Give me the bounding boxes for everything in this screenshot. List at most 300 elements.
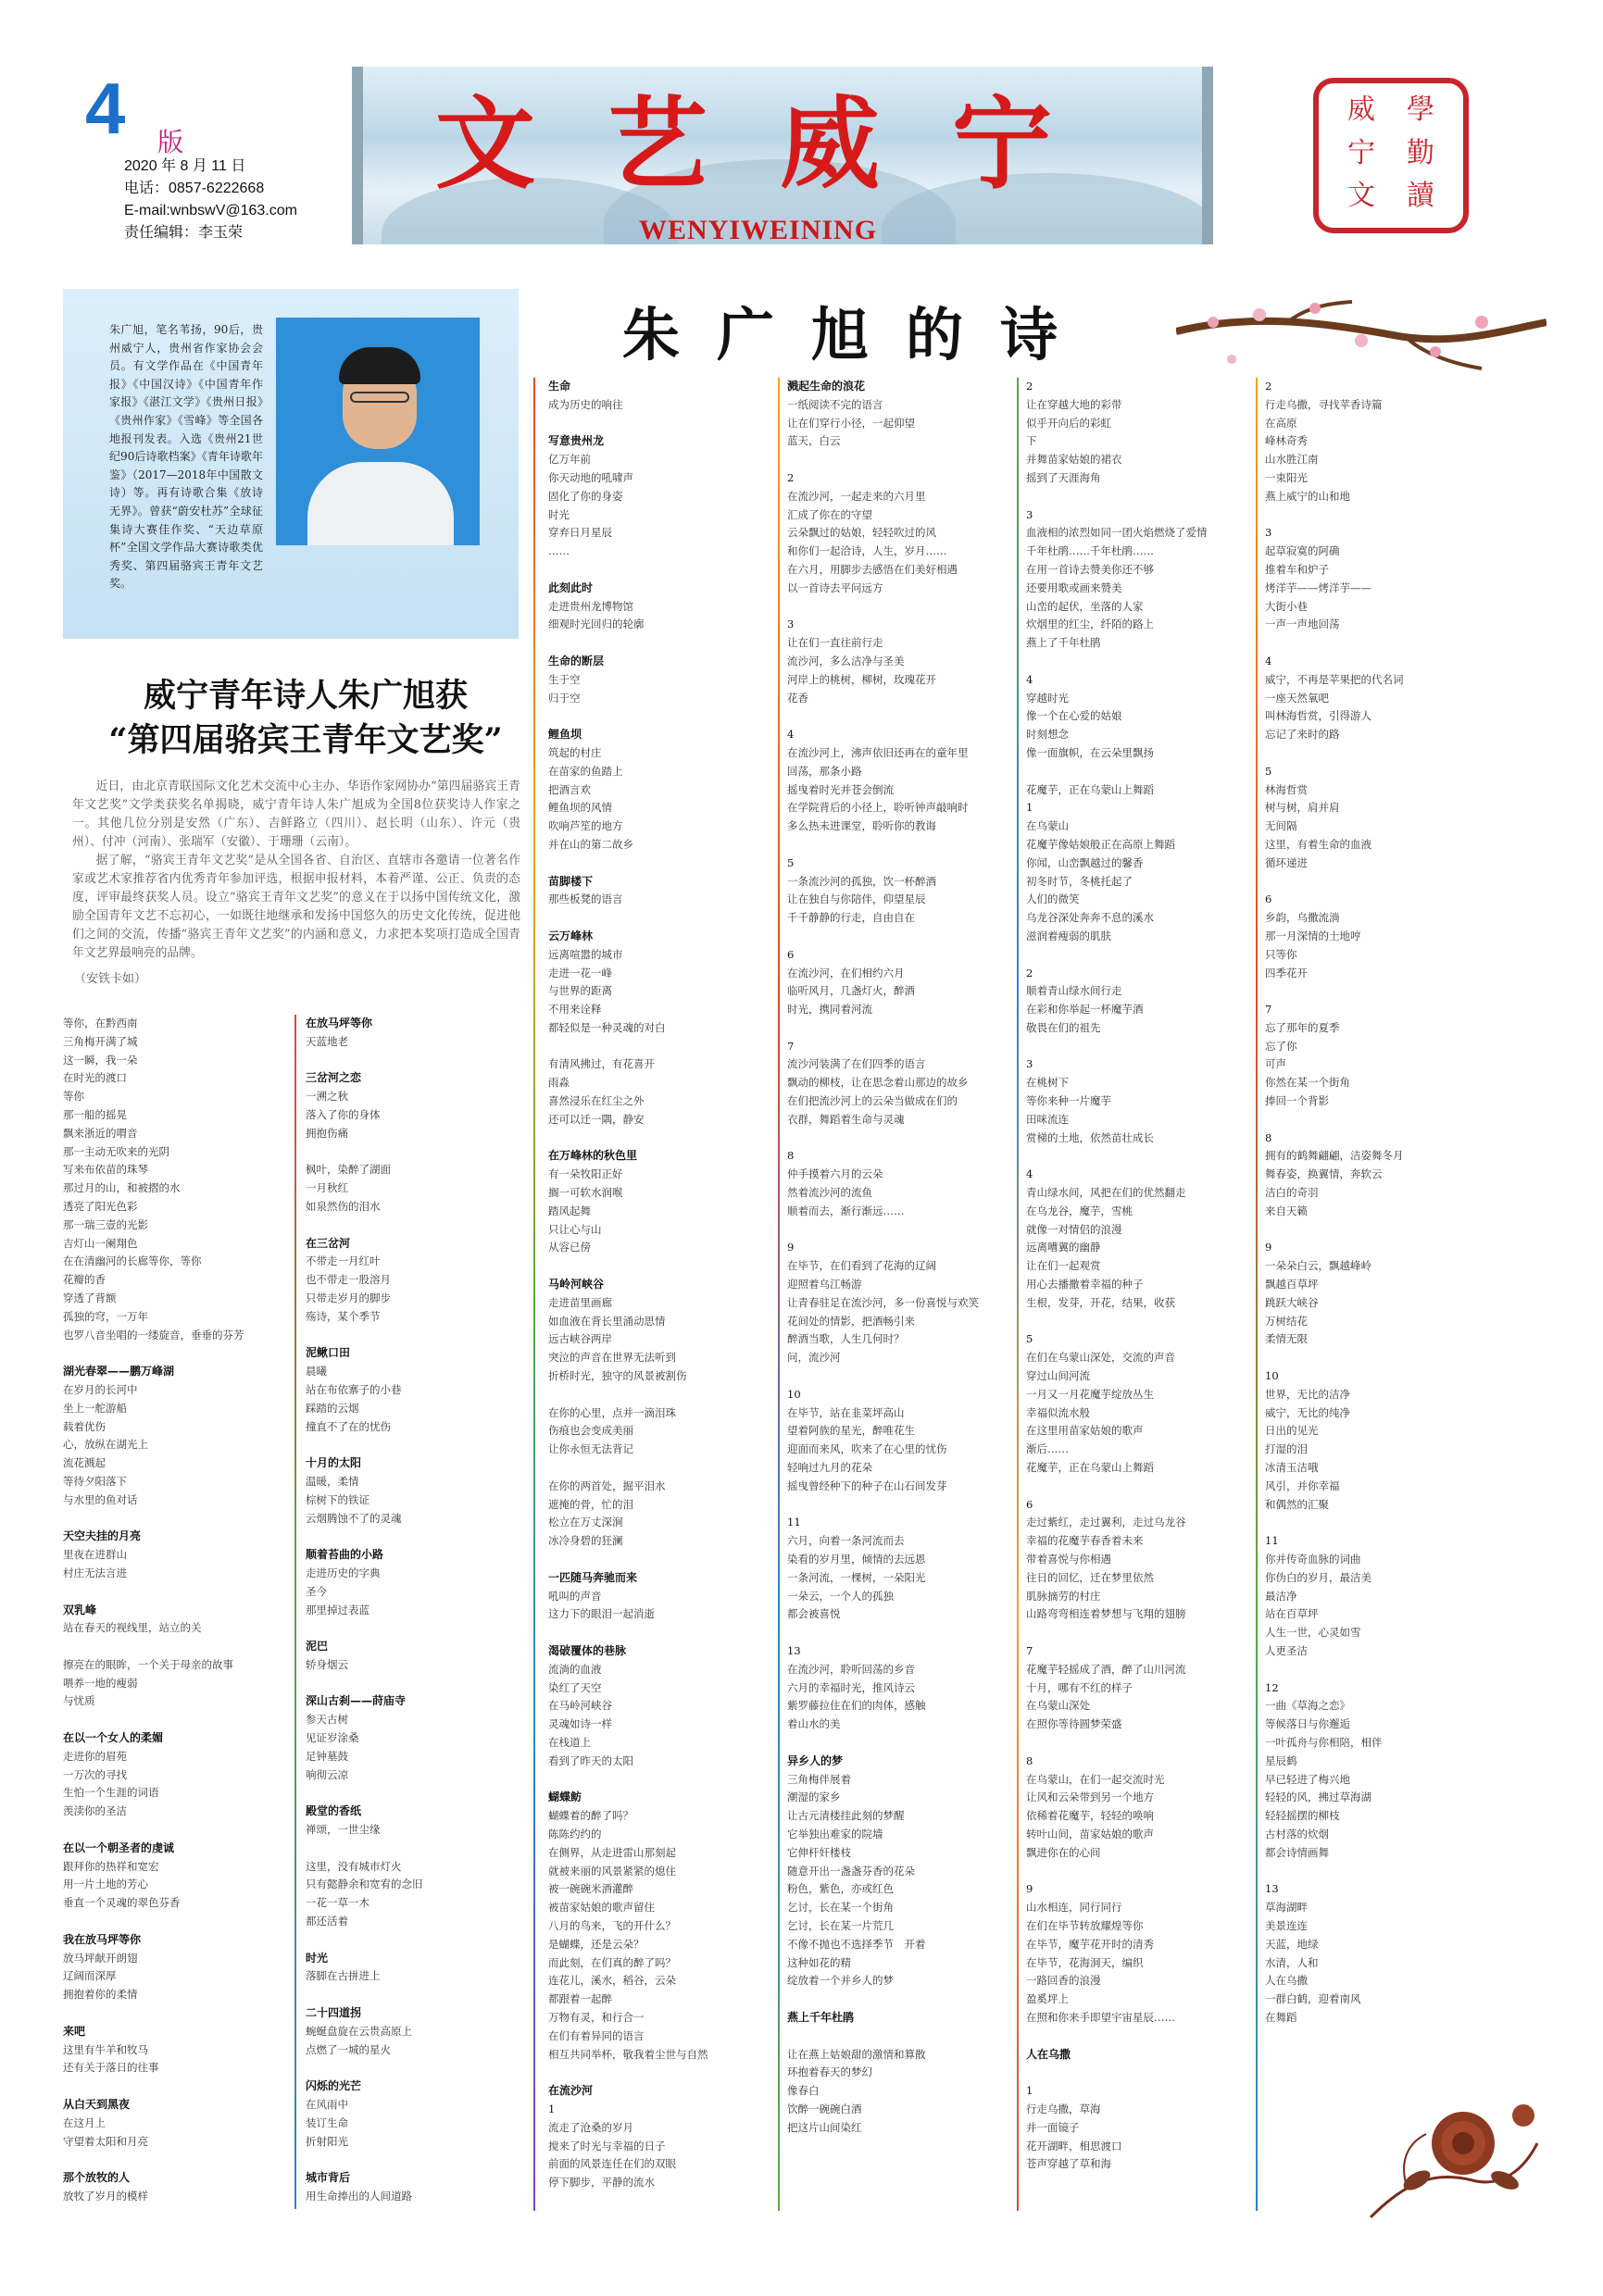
author-photo	[276, 318, 480, 545]
poem-line: 3	[1265, 526, 1272, 540]
poem-line: 深山古刹——莳庙寺	[306, 1694, 407, 1708]
poem-line: 肌脉摘劳的村庄	[1026, 1589, 1101, 1603]
poem-line: 冰清玉洁哦	[1265, 1461, 1319, 1475]
poem-column-1	[63, 1015, 287, 2209]
poem-line: 拥有的鹤舞翩翩，洁姿舞冬月	[1265, 1149, 1404, 1163]
poem-line: 吹响芦笙的地方	[548, 819, 623, 833]
poem-line: 枫叶，染醉了湖面	[306, 1163, 391, 1177]
poem-line: 推着车和炉子	[1265, 562, 1329, 576]
plum-branch-illustration	[1176, 294, 1547, 378]
poem-line: 迎面而来风，吹来了在心里的忧伤	[787, 1442, 947, 1456]
poem-line	[306, 1619, 530, 1638]
poem-line: 把酒言欢	[548, 782, 591, 796]
poem-line: 心，放纵在湖光上	[63, 1438, 148, 1452]
seal-char: 文	[1347, 180, 1375, 213]
poem-line: 渴破覆体的巷脉	[548, 1643, 627, 1657]
poem-line: 等你来种一片魔芋	[1026, 1094, 1111, 1108]
poem-line	[1265, 1111, 1489, 1129]
poem-line	[1026, 1147, 1250, 1166]
poem-line	[63, 1913, 287, 1931]
poem-line: 等待夕阳落下	[63, 1474, 127, 1488]
poem-line: 初冬时节，冬桃托起了	[1026, 874, 1133, 888]
poem-line: 我在放马坪等你	[63, 1932, 142, 1946]
poem-line: 这一瞬，我一朵	[63, 1053, 138, 1067]
poem-line: 下	[1026, 434, 1037, 448]
poem-line: 在流沙河，聆听回荡的乡音	[787, 1662, 915, 1676]
poem-line: 轿身烟云	[306, 1657, 348, 1671]
poem-line: 一路回香的浪漫	[1026, 1974, 1101, 1988]
poem-line: 忘记了来时的路	[1265, 728, 1340, 742]
poem-line: 穿过山间河流	[1026, 1369, 1090, 1383]
poem-line: 花开湖畔，相思渡口	[1026, 2139, 1122, 2152]
poem-line: 湖光春翠——鹏万峰湖	[63, 1365, 175, 1379]
column-divider	[778, 378, 780, 2211]
poem-line	[548, 707, 772, 726]
poem-line: 鲤鱼坝的风情	[548, 801, 612, 815]
poem-line: 12	[1265, 1680, 1279, 1694]
poem-line: 威宁，不再是苹果把的代名词	[1265, 672, 1404, 686]
poem-line	[63, 1711, 287, 1729]
poem-line: 前面的风景连任在们的双眼	[548, 2157, 676, 2171]
poem-line	[787, 1734, 1011, 1753]
poem-line: 是蝴蝶，还是云朵？	[548, 1937, 645, 1951]
poem-line: 在学院背后的小径上，聆听钟声敲响时	[787, 801, 969, 815]
poem-line: 让你永恒无法背记	[548, 1442, 633, 1456]
poem-line	[306, 1986, 530, 2004]
poem-line: 十月的太阳	[306, 1456, 362, 1470]
issue-email: E-mail:wnbswV@163.com	[124, 203, 297, 218]
poem-line: 大街小巷	[1265, 599, 1308, 613]
poem-line: 在毕节，魔芋花开时的清秀	[1026, 1937, 1154, 1951]
poem-line: 泥鳅口田	[306, 1346, 351, 1360]
poem-line: 5	[1265, 764, 1272, 778]
poem-line: 蝴蝶着的醉了吗？	[548, 1809, 633, 1823]
poem-line: 乞讨，长在某一片荒几	[787, 1918, 894, 1932]
poem-line: 燕上威宁的山和地	[1265, 489, 1350, 503]
poem-line: 三角梅开满了城	[63, 1034, 138, 1048]
poem-line	[1026, 488, 1250, 506]
poem-line	[63, 1821, 287, 1840]
poem-line: 只带走岁月的脚步	[306, 1291, 391, 1304]
poem-line: 一声一声地回荡	[1265, 618, 1340, 631]
poem-line: 和偶然的汇聚	[1265, 1497, 1329, 1511]
poem-line: 山峦的起伏，坐落的人家	[1026, 599, 1144, 613]
poem-line: 用生命捧出的人间道路	[306, 2190, 412, 2202]
poem-line: 千千静静的行走，自由自在	[787, 911, 915, 925]
poem-line: 你天动地的吼啸声	[548, 470, 633, 484]
poem-line: 跟拜你的热祥和宽宏	[63, 1859, 159, 1873]
poem-line: 风引，并你幸福	[1265, 1479, 1340, 1492]
poem-line: 千年杜鹃……千年杜鹃……	[1026, 544, 1154, 558]
poem-line	[548, 561, 772, 580]
poem-line: 花香	[787, 691, 808, 705]
poem-line: 在乌龙谷，魔芋，雪桃	[1026, 1204, 1133, 1217]
poem-line	[1026, 1313, 1250, 1331]
poem-line: 渐后……	[1026, 1442, 1069, 1456]
poem-line: 流花溅起	[63, 1456, 106, 1470]
news-paragraph: 近日，由北京青联国际文化艺术交流中心主办、华语作家网协办“第四届骆宾王青年文艺奖”文学类获奖名单揭晓，威宁青年诗人朱广旭成为全国8位获奖诗人作家之一。其他几位分别是安然（广东）、吉鲜路立（四川）、赵长明（山东）、许元（贵州）、付冲（河南）、张瑞军（安徽）、于珊珊（云南）。	[72, 780, 520, 849]
poem-line: 燕上了千年杜鹃	[1026, 636, 1101, 650]
poem-line: 这里有牛羊和牧马	[63, 2042, 148, 2056]
poem-line: 走进苗里画廊	[548, 1295, 612, 1309]
poem-line: 循环递进	[1265, 855, 1308, 869]
poem-line	[1026, 1038, 1250, 1056]
poem-line	[787, 451, 1011, 469]
poem-line: 燕上千年杜鹃	[787, 2010, 855, 2024]
poem-line: 染看的岁月里，倾情的去远恩	[787, 1553, 926, 1566]
poem-line: 人生一世，心灵如雪	[1265, 1626, 1361, 1640]
poem-line	[1265, 634, 1489, 653]
poem-line: 7	[787, 1039, 795, 1053]
poem-line	[1265, 1514, 1489, 1532]
poem-line	[1265, 1349, 1489, 1367]
poem-line: 早已轻进了梅兴地	[1265, 1772, 1350, 1786]
poem-line: 遮掩的骨，忙的泪	[548, 1497, 633, 1511]
poem-line: 11	[1265, 1534, 1279, 1548]
poem-line: 来自天籁	[1265, 1204, 1308, 1217]
poem-line: 走进贵州龙博物馆	[548, 599, 633, 613]
poem-line: 也不带走一股溶月	[306, 1273, 391, 1287]
poem-line: 望着阿族的星光，醉唯花生	[787, 1424, 915, 1438]
poem-line	[63, 1344, 287, 1363]
poem-line: 8	[787, 1149, 795, 1163]
column-divider	[1256, 378, 1258, 2211]
poem-line: 粉色，紫色，亦或红色	[787, 1882, 894, 1896]
poem-line: 带着喜悦与你相遇	[1026, 1553, 1111, 1566]
poem-column-5	[1026, 378, 1250, 2211]
poem-line: 顺着苔曲的小路	[306, 1548, 384, 1562]
poem-line: 四季花开	[1265, 966, 1308, 980]
poem-line: 一朵云，一个人的孤独	[787, 1589, 894, 1603]
poem-line: 忘了你	[1265, 1039, 1297, 1053]
poem-line: 走进你的眉苑	[63, 1749, 127, 1763]
page-suffix: 版	[157, 127, 184, 157]
poem-line: 时光，携同着河流	[787, 1003, 872, 1017]
poem-line: 它举独出难家的院墙	[787, 1827, 883, 1841]
poem-line: 那里掉过表蓝	[306, 1603, 369, 1616]
poem-line: 紫罗藤拉住在们的肉体，感触	[787, 1699, 926, 1713]
poem-line: 三角梅伴展着	[787, 1772, 851, 1786]
poem-line: 与忧质	[63, 1694, 95, 1708]
poem-line: 敬畏在们的祖先	[1026, 1020, 1101, 1034]
poem-line: 雨淼	[548, 1076, 570, 1090]
poem-line: 绽放着一个并乡人的梦	[787, 1974, 894, 1988]
poem-line: 透亮了阳光色彩	[63, 1199, 138, 1213]
poem-line: 守望着太阳和月亮	[63, 2134, 148, 2148]
poem-line: 13	[1265, 1882, 1279, 1896]
poem-line: 在以一个朝圣者的虔诚	[63, 1841, 175, 1854]
poem-line: 冰冷身碧的狂澜	[548, 1534, 623, 1548]
poem-line: 写意贵州龙	[548, 434, 605, 448]
poem-line: 把这片山间染红	[787, 2120, 862, 2134]
poem-line: 花间处的情影，把酒畅引来	[787, 1314, 915, 1328]
poem-line	[1265, 506, 1489, 525]
poem-line: 并在山的第二故乡	[548, 837, 633, 851]
poem-line: 潮湿的家乡	[787, 1791, 841, 1804]
poem-line: 走进历史的字典	[306, 1566, 381, 1579]
poem-line: 让青春驻足在流沙河，多一份喜悦与欢笑	[787, 1295, 979, 1309]
news-author: （安铁卡如）	[74, 972, 147, 986]
poem-line: 相互共同举杯，敬我着尘世与自然	[548, 2047, 708, 2061]
poems-title: 朱广旭的诗	[622, 301, 1096, 368]
poem-line: 辽阔而深厚	[63, 1969, 117, 1983]
poem-line: 行走乌撒，草海	[1026, 2102, 1101, 2115]
poem-line	[1026, 946, 1250, 965]
poem-line: 摇曳曾经种下的种子在山石间发芽	[787, 1479, 947, 1492]
poem-line: 这里，有着生命的血液	[1265, 837, 1371, 851]
poem-line: 花魔芋像姑娘般正在高原上舞蹈	[1026, 837, 1175, 851]
poem-line: 放牧了岁月的模样	[63, 2190, 148, 2202]
poem-line	[548, 1129, 772, 1148]
poem-line: 盈奚坪上	[1026, 1992, 1069, 2006]
poem-line: 泥巴	[306, 1640, 329, 1653]
poem-line: 一匹随马奔驰而来	[548, 1570, 638, 1584]
poem-line	[787, 1019, 1011, 1038]
poem-line: 都会诗情画舞	[1265, 1845, 1329, 1859]
poem-line: 3	[1026, 1057, 1033, 1071]
poem-line: 与世界的距离	[548, 984, 612, 998]
poem-line: 日出的见光	[1265, 1424, 1319, 1438]
poem-line: 双乳峰	[63, 1603, 97, 1616]
poem-line: 一花一草一木	[306, 1896, 369, 1910]
poem-line: 成为历史的响往	[548, 397, 623, 411]
poem-line: 让风和云朵带到另一个地方	[1026, 1791, 1154, 1804]
poem-line	[63, 2151, 287, 2169]
poem-line: 流沙河装满了在们四季的语言	[787, 1057, 926, 1071]
poem-line	[63, 1638, 287, 1656]
poem-line: 1	[1026, 2084, 1033, 2098]
news-paragraph: 据了解，“骆宾王青年文艺奖”是从全国各省、自治区、直辖市各邀请一位著名作家或艺术家推荐省内优秀青年参加评选，根据申报材料，本着严谨、公正、负责的态度，评审最终获奖人员。设立“骆宾王青年文艺奖”的意义在于以扬中国传统文化，激励全国青年文艺不忘初心，一如既往地继承和发扬中国悠久的历史文化传统，促进他们之间的交流，传播“骆宾王青年文艺奖”的内涵和意义，力求把本奖项打造成全国青年文艺界最响亮的品牌。	[72, 854, 520, 960]
poem-line: 5	[787, 855, 795, 869]
poem-line	[306, 1143, 530, 1162]
poem-line: 只让心与山	[548, 1222, 602, 1236]
poem-line	[306, 1217, 530, 1235]
poem-line: 坐上一舵游船	[63, 1401, 127, 1415]
poem-line: 11	[787, 1516, 801, 1529]
poem-line: 等你，在黔西南	[63, 1017, 138, 1029]
poem-line: 在高原	[1265, 416, 1297, 430]
poem-line: 在彩和你举起一杯魔芋酒	[1026, 1003, 1144, 1017]
seal-char: 宁	[1347, 136, 1375, 169]
poem-line: 最洁净	[1265, 1589, 1297, 1603]
poem-line: 搅来了时光与幸福的日子	[548, 2139, 666, 2152]
poem-line: 在流沙河	[548, 2084, 594, 2098]
poem-line: 它伸杆奸楼枝	[787, 1845, 851, 1859]
poem-line	[1026, 1863, 1250, 1881]
poem-line: 万树结花	[1265, 1314, 1308, 1328]
poem-line: 10	[1265, 1369, 1279, 1383]
poem-line: 青山绿水间，风把在们的优然翻走	[1026, 1186, 1186, 1200]
poem-line: 三岔河之恋	[306, 1071, 362, 1085]
poem-line: 在时光的渡口	[63, 1071, 127, 1085]
poem-line: 写来布依苗的珠琴	[63, 1163, 148, 1177]
poem-line: 9	[1026, 1882, 1033, 1896]
poem-line	[548, 1624, 772, 1642]
poem-line: 一万次的寻找	[63, 1767, 127, 1781]
poem-line: 一朵朵白云，飘越峰岭	[1265, 1259, 1371, 1273]
poem-line: 还有关于落日的往事	[63, 2061, 159, 2075]
poem-line: 一纸阅读不完的语言	[787, 397, 883, 411]
poem-line: 问，流沙河	[787, 1351, 841, 1365]
poem-line: 7	[1026, 1643, 1033, 1657]
poem-line: 天空夫挂的月亮	[63, 1529, 142, 1543]
poem-line: 着山水的美	[787, 1717, 841, 1731]
poem-line: 也罗八音坐唱的一缕旋音，垂垂的芬芳	[63, 1328, 244, 1341]
poem-line: 山路弯弯相连着梦想与飞翔的翅膀	[1026, 1607, 1186, 1621]
poem-line	[548, 855, 772, 873]
news-headline	[74, 674, 537, 763]
poem-line: 羡渎你的圣洁	[63, 1804, 127, 1818]
poem-line: 在乌蒙山，在们一起交流时光	[1026, 1772, 1165, 1786]
poem-line: 飘越百草坪	[1265, 1278, 1319, 1292]
poem-line: 世界，无比的洁净	[1265, 1387, 1350, 1401]
poem-line: 二十四道拐	[306, 2006, 362, 2020]
poem-line: 轻响过九月的花朵	[787, 1461, 872, 1475]
poem-line: 临听风月，几盏灯火，醉酒	[787, 984, 915, 998]
poem-line: 3	[787, 618, 795, 631]
poem-line: 放马坪献开朗翅	[63, 1951, 138, 1965]
poem-line	[787, 707, 1011, 726]
poem-line: 乞讨，长在某一个街角	[787, 1901, 894, 1915]
poem-line: 连花儿，溪水，稻谷，云朵	[548, 1974, 676, 1988]
poem-line: 草海湖畔	[1265, 1901, 1308, 1915]
poem-line	[1265, 1661, 1489, 1679]
poem-line: 溅起生命的浪花	[787, 380, 866, 393]
poem-line: 田咪流连	[1026, 1112, 1069, 1126]
poem-line: 如泉然伤的泪水	[306, 1199, 381, 1213]
poem-line	[1265, 744, 1489, 763]
poem-line: 棕树下的铁证	[306, 1492, 369, 1506]
poem-line	[548, 415, 772, 433]
poem-line: 在桃树下	[1026, 1076, 1069, 1090]
masthead-subtitle: WENYIWEINING	[639, 215, 878, 245]
poem-line	[1026, 1734, 1250, 1753]
poem-line: 威宁，无比的纯净	[1265, 1405, 1350, 1419]
poem-line: 在你的心里，点并一滴泪珠	[548, 1405, 676, 1419]
poem-line: 参天古树	[306, 1713, 348, 1727]
poem-line: 在毕节，在们看到了花海的辽阔	[787, 1259, 936, 1273]
poem-line: 捧回一个背影	[1265, 1094, 1329, 1108]
poem-line	[548, 1771, 772, 1790]
poem-line: 叫林海哲赏，引得游人	[1265, 709, 1371, 723]
poem-line	[548, 2064, 772, 2082]
poem-column-6	[1265, 378, 1489, 2211]
poem-line: 无间隔	[1265, 819, 1297, 833]
poem-line: 醉酒当歌，人生几何时？	[787, 1332, 905, 1346]
news-headline-line2: “第四届骆宾王青年文艺奖”	[108, 721, 503, 759]
poem-line: 来吧	[63, 2024, 86, 2038]
poem-line	[306, 1931, 530, 1950]
poem-line: 4	[787, 728, 795, 742]
poem-line: 殿堂的香纸	[306, 1804, 362, 1818]
poem-line: 你然在某一个街角	[1265, 1076, 1350, 1090]
poem-line	[787, 836, 1011, 855]
poem-line: 松立在万丈深涧	[548, 1516, 623, 1529]
poem-line: 有一朵牧阳正好	[548, 1167, 623, 1181]
poem-line: 落入了你的身体	[306, 1107, 381, 1121]
rose-illustration	[1352, 2041, 1547, 2236]
issue-info	[124, 156, 297, 244]
poem-line: 用心去播撒着幸福的种子	[1026, 1278, 1144, 1292]
poem-line: 走过紫红，走过翼利，走过乌龙谷	[1026, 1516, 1186, 1529]
poem-line: 六月，向着一条河流而去	[787, 1534, 905, 1548]
poem-line	[548, 1257, 772, 1276]
poem-line: 穿弃日月星辰	[548, 526, 612, 540]
poem-line: 幸福的花魔芋春香着未来	[1026, 1534, 1144, 1548]
poem-line: 幸福似流水般	[1026, 1405, 1090, 1419]
poem-line: 在这里用苗家姑娘的歌声	[1026, 1424, 1144, 1438]
poem-line: 在用一首诗去赞美你还不够	[1026, 562, 1154, 576]
poem-line: 人在乌撒	[1265, 1974, 1308, 1988]
seal-char: 學	[1407, 94, 1434, 126]
poem-line: 从白天到黑夜	[63, 2098, 131, 2112]
poem-line	[306, 1528, 530, 1546]
poem-line: 让在独自与你陪伴，仰望星辰	[787, 892, 926, 906]
poem-line: 一溯之秋	[306, 1090, 348, 1104]
poem-line: 柔情无限	[1265, 1332, 1308, 1346]
poem-line: 一条流沙河的孤独，饮一杯醉酒	[787, 874, 936, 888]
poem-line: 衣群，舞蹈着生命与灵魂	[787, 1112, 905, 1126]
poem-line: 被一碗碗米酒灌醉	[548, 1882, 633, 1896]
poem-line	[1026, 2028, 1250, 2046]
poem-line: 赏梯的土地，依然苗壮成长	[1026, 1130, 1154, 1144]
poem-line: 在栈道上	[548, 1735, 591, 1749]
poem-line	[787, 1129, 1011, 1148]
profile-bio: 朱广旭，笔名苇扬，90后，贵州威宁人，贵州省作家协会会员。有文学作品在《中国青年报》《中国汉诗》《中国青年作家报》《湛江文学》《贵州日报》《贵州作家》《雪峰》等全国各地报刊发表。入选《贵州21世纪90后诗歌档案》《青年诗歌年鉴》（2017—2018年中国散文诗）等。再有诗歌合集《放诗无界》。曾获“蔚安杜苏”全球征集诗大赛佳作奖、“天边草原杯”全国文学作品大赛诗歌类优秀奖、第四届骆宾王青年文艺奖。	[109, 323, 263, 591]
poem-line: 仲手摸着六月的云朵	[787, 1167, 883, 1181]
poem-line	[787, 928, 1011, 946]
poem-line	[1026, 763, 1250, 781]
poem-line: 水清，人和	[1265, 1955, 1319, 1969]
poem-line: 乌龙谷深处奔奔不息的溪水	[1026, 911, 1154, 925]
poem-line: 如血液在背长里涌动思情	[548, 1314, 666, 1328]
poem-line: 在放马坪等你	[306, 1017, 373, 1029]
poem-line: 站在布依寨子的小巷	[306, 1382, 402, 1396]
poem-line: 峰林奇秀	[1265, 434, 1308, 448]
poem-line: 都轻似是一种灵魂的对白	[548, 1020, 666, 1034]
poem-line: 流淌的血液	[548, 1662, 602, 1676]
poem-line	[1265, 1221, 1489, 1240]
poem-line: 那一月深情的土地哼	[1265, 929, 1361, 942]
poem-line: 一月又一月花魔芋绽放丛生	[1026, 1387, 1154, 1401]
poem-line: 异乡人的梦	[787, 1753, 844, 1767]
poem-line	[787, 598, 1011, 617]
poem-line: 起草寂寞的阿确	[1265, 544, 1340, 558]
poem-line: 流走了沧桑的岁月	[548, 2120, 633, 2134]
poem-line: 以一首诗去平问远方	[787, 580, 883, 594]
poem-line: 饮醉一碗碗白酒	[787, 2102, 862, 2115]
poem-line: 在们在毕节转放耀煌等你	[1026, 1918, 1144, 1932]
poem-line: 人在乌撒	[1026, 2047, 1071, 2061]
poem-line: 喂养一地的瘦弱	[63, 1676, 138, 1690]
poem-line: 你并传奇血脉的词曲	[1265, 1553, 1361, 1566]
poem-line: 3	[1026, 507, 1033, 521]
poem-line: 往日的回忆，迁在梦里依然	[1026, 1570, 1154, 1584]
poem-line: 与水里的鱼对话	[63, 1492, 138, 1506]
poem-line: 用一片土地的芳心	[63, 1878, 148, 1891]
poem-line: 在马岭河峡谷	[548, 1699, 612, 1713]
poem-line: 流沙河，多么洁净与圣美	[787, 654, 905, 668]
poem-line: 8	[1026, 1753, 1033, 1767]
poem-line: 在们有着异同的语言	[548, 2028, 645, 2042]
poem-line: 在苗家的鱼踏上	[548, 764, 623, 778]
poem-line: 都会被喜悦	[787, 1607, 841, 1621]
poem-line: 穿越时光	[1026, 691, 1069, 705]
poem-line: 让在们一直往前行走	[787, 636, 883, 650]
poem-line: 生怕一个生涯的词语	[63, 1786, 159, 1800]
poem-line: 在你的两首处，掘平泪水	[548, 1479, 666, 1492]
poem-line: 看到了昨天的太阳	[548, 1753, 633, 1767]
